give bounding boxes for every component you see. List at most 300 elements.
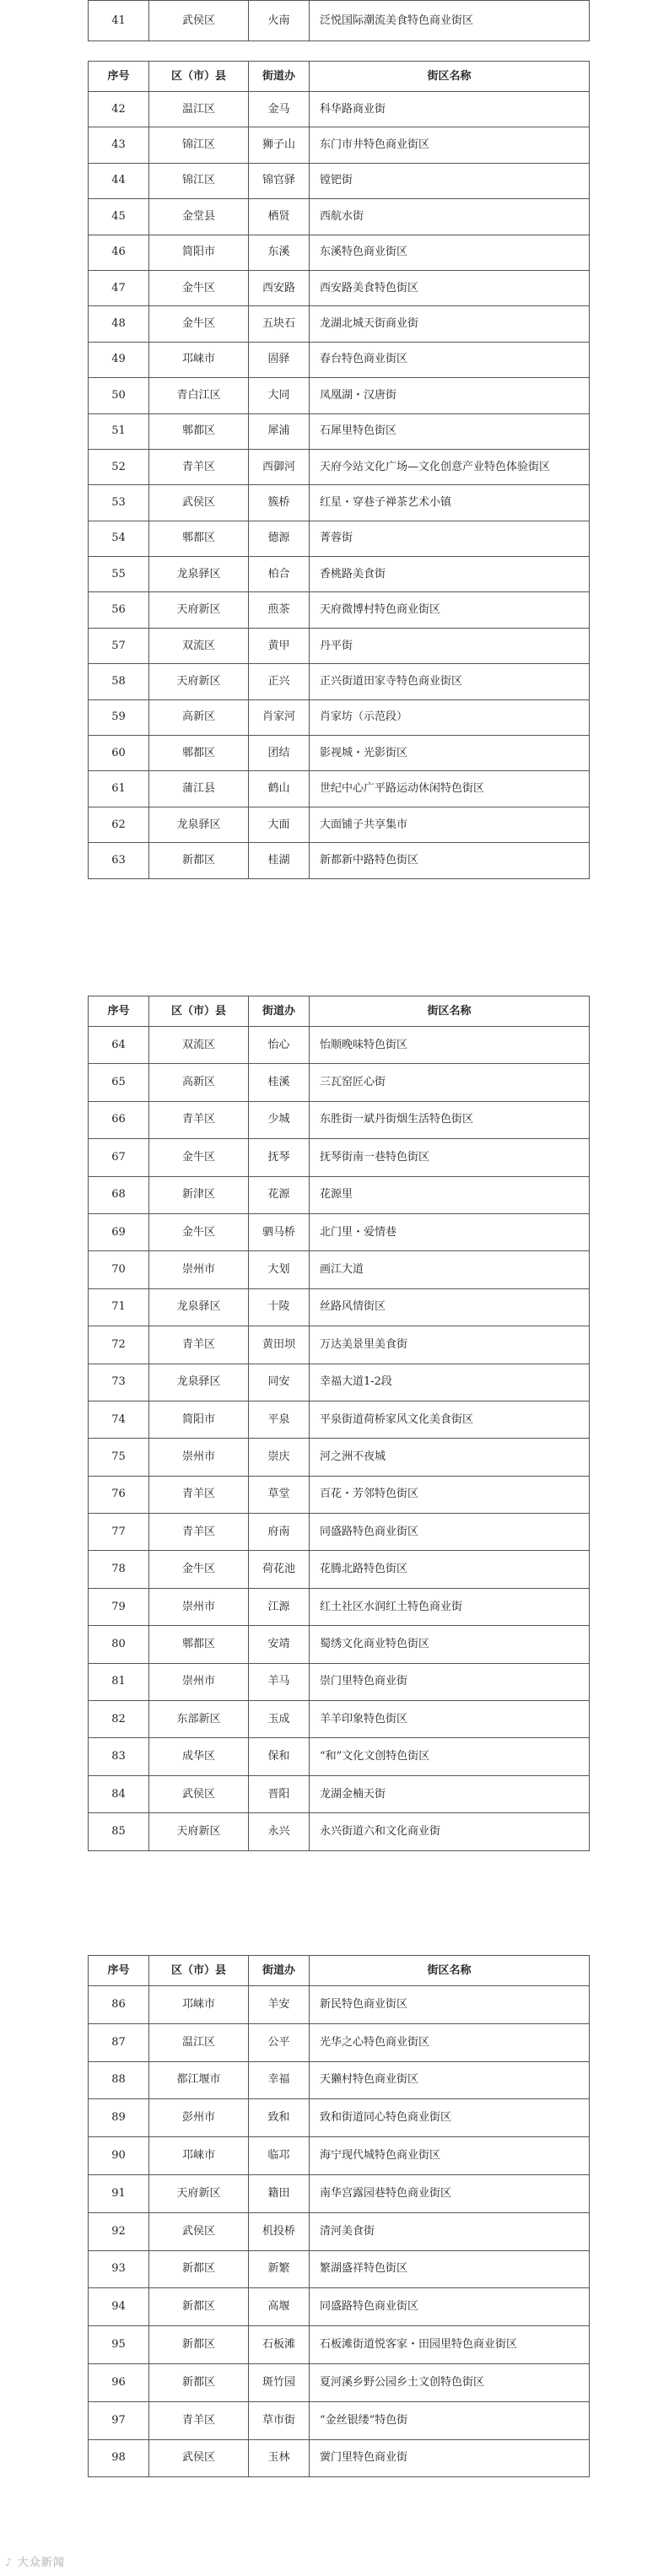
cell-name: 正兴街道田家寺特色商业街区	[310, 664, 590, 699]
cell-name: 菁蓉街	[310, 521, 590, 556]
cell-street: 东溪	[249, 235, 310, 270]
table-row	[89, 592, 590, 628]
table-row	[89, 1514, 590, 1551]
cell-street: 玉林	[249, 2439, 310, 2477]
table-row	[89, 1251, 590, 1288]
cell-name: 新民特色商业街区	[310, 1986, 590, 2024]
table-row	[89, 163, 590, 198]
table-row	[89, 628, 590, 663]
cell-street: 黄田坝	[249, 1326, 310, 1364]
table-header-row	[89, 996, 590, 1027]
cell-name: 东门市井特色商业街区	[310, 127, 590, 163]
cell-name: 清河美食街	[310, 2212, 590, 2250]
cell-name: 夏河溪乡野公园乡土文创特色街区	[310, 2363, 590, 2401]
cell-street: 桂湖	[249, 843, 310, 878]
cell-street: 煎茶	[249, 592, 310, 628]
cell-district: 金牛区	[149, 270, 249, 305]
cell-district: 青羊区	[149, 1326, 249, 1364]
cell-street: 江源	[249, 1588, 310, 1625]
cell-seq: 82	[89, 1701, 149, 1738]
cell-district: 天府新区	[149, 2174, 249, 2212]
watermark-text: 大众新闻	[17, 2557, 65, 2569]
cell-seq: 98	[89, 2439, 149, 2477]
table-row	[89, 807, 590, 842]
cell-district: 青羊区	[149, 1514, 249, 1551]
cell-street: 金马	[249, 92, 310, 127]
street-list-table	[88, 0, 590, 41]
cell-seq: 62	[89, 807, 149, 842]
table-row	[89, 1401, 590, 1438]
cell-street: 簇桥	[249, 485, 310, 521]
cell-name: 丹平街	[310, 628, 590, 663]
cell-district: 彭州市	[149, 2099, 249, 2137]
cell-district: 武侯区	[149, 2439, 249, 2477]
header-seq: 序号	[89, 62, 149, 92]
cell-street: 永兴	[249, 1813, 310, 1850]
cell-seq: 54	[89, 521, 149, 556]
cell-name: 画江大道	[310, 1251, 590, 1288]
cell-name: 北门里・爱情巷	[310, 1213, 590, 1250]
cell-seq: 42	[89, 92, 149, 127]
cell-street: 保和	[249, 1738, 310, 1775]
cell-street: 大面	[249, 807, 310, 842]
table-row	[89, 843, 590, 878]
cell-street: 安靖	[249, 1626, 310, 1663]
table-row	[89, 1139, 590, 1176]
cell-district: 天府新区	[149, 1813, 249, 1850]
cell-seq: 89	[89, 2099, 149, 2137]
cell-name: “金丝银缕”特色街	[310, 2401, 590, 2439]
cell-street: 黄甲	[249, 628, 310, 663]
cell-district: 高新区	[149, 699, 249, 735]
cell-name: 石犀里特色街区	[310, 413, 590, 449]
cell-name: 石板滩街道悦客家・田园里特色商业街区	[310, 2326, 590, 2364]
cell-name: 同盛路特色商业街区	[310, 2288, 590, 2326]
cell-name: 大面铺子共享集市	[310, 807, 590, 842]
cell-street: 西安路	[249, 270, 310, 305]
cell-seq: 97	[89, 2401, 149, 2439]
cell-district: 双流区	[149, 1027, 249, 1064]
table-row	[89, 557, 590, 592]
cell-seq: 61	[89, 771, 149, 807]
cell-seq: 50	[89, 378, 149, 413]
cell-district: 郫都区	[149, 413, 249, 449]
cell-seq: 69	[89, 1213, 149, 1250]
cell-district: 新都区	[149, 843, 249, 878]
cell-name: 天府微博村特色商业街区	[310, 592, 590, 628]
cell-seq: 52	[89, 449, 149, 484]
table-row	[89, 1663, 590, 1700]
table-row	[89, 664, 590, 699]
cell-seq: 56	[89, 592, 149, 628]
cell-seq: 73	[89, 1364, 149, 1401]
table-row	[89, 1476, 590, 1513]
header-district: 区（市）县	[149, 996, 249, 1027]
table-row	[89, 699, 590, 735]
cell-name: 同盛路特色商业街区	[310, 1514, 590, 1551]
cell-name: 肖家坊（示范段）	[310, 699, 590, 735]
header-street: 街道办	[249, 996, 310, 1027]
cell-district: 郫都区	[149, 1626, 249, 1663]
cell-district: 新都区	[149, 2363, 249, 2401]
table-row	[89, 2023, 590, 2061]
cell-district: 金牛区	[149, 1551, 249, 1588]
cell-name: 光华之心特色商业街区	[310, 2023, 590, 2061]
cell-street: 怡心	[249, 1027, 310, 1064]
table-row	[89, 2099, 590, 2137]
cell-name: 红土社区水润红土特色商业街	[310, 1588, 590, 1625]
table-row	[89, 199, 590, 235]
cell-name: 龙湖北城天街商业街	[310, 306, 590, 342]
table-row	[89, 413, 590, 449]
cell-seq: 95	[89, 2326, 149, 2364]
cell-street: 固驿	[249, 342, 310, 377]
table-row	[89, 1588, 590, 1625]
table-row	[89, 1551, 590, 1588]
cell-district: 简阳市	[149, 235, 249, 270]
cell-district: 龙泉驿区	[149, 557, 249, 592]
table-row	[89, 1288, 590, 1326]
cell-name: 河之洲不夜城	[310, 1439, 590, 1476]
cell-district: 青羊区	[149, 1101, 249, 1138]
cell-street: 少城	[249, 1101, 310, 1138]
table-row	[89, 1701, 590, 1738]
street-table	[88, 1955, 589, 2477]
cell-district: 温江区	[149, 92, 249, 127]
cell-seq: 74	[89, 1401, 149, 1438]
street-list-table	[88, 1955, 590, 2477]
cell-street: 抚琴	[249, 1139, 310, 1176]
table-row	[89, 1326, 590, 1364]
table-row	[89, 1738, 590, 1775]
cell-street: 斑竹园	[249, 2363, 310, 2401]
table-row	[89, 1775, 590, 1812]
cell-street: 石板滩	[249, 2326, 310, 2364]
cell-street: 大划	[249, 1251, 310, 1288]
cell-street: 桂溪	[249, 1064, 310, 1101]
cell-street: 致和	[249, 2099, 310, 2137]
cell-seq: 59	[89, 699, 149, 735]
cell-seq: 46	[89, 235, 149, 270]
table-row	[89, 771, 590, 807]
cell-seq: 63	[89, 843, 149, 878]
cell-seq: 44	[89, 163, 149, 198]
cell-seq: 77	[89, 1514, 149, 1551]
table-row	[89, 2326, 590, 2364]
cell-district: 龙泉驿区	[149, 807, 249, 842]
header-district: 区（市）县	[149, 1956, 249, 1986]
cell-district: 郫都区	[149, 521, 249, 556]
cell-street: 同安	[249, 1364, 310, 1401]
cell-name: 丝路风情街区	[310, 1288, 590, 1326]
cell-district: 龙泉驿区	[149, 1288, 249, 1326]
cell-name: 镗钯街	[310, 163, 590, 198]
cell-seq: 68	[89, 1176, 149, 1213]
table-row	[89, 306, 590, 342]
cell-street: 团结	[249, 736, 310, 771]
cell-seq: 88	[89, 2061, 149, 2099]
cell-name: 怡顺晚味特色街区	[310, 1027, 590, 1064]
table-row	[89, 2174, 590, 2212]
cell-seq: 78	[89, 1551, 149, 1588]
street-table	[88, 61, 589, 879]
cell-street: 花源	[249, 1176, 310, 1213]
cell-district: 金牛区	[149, 1139, 249, 1176]
cell-name: 龙湖金楠天街	[310, 1775, 590, 1812]
table-row	[89, 2250, 590, 2288]
cell-district: 新都区	[149, 2326, 249, 2364]
cell-district: 新津区	[149, 1176, 249, 1213]
cell-district: 成华区	[149, 1738, 249, 1775]
cell-seq: 75	[89, 1439, 149, 1476]
table-row	[89, 1213, 590, 1250]
cell-name: 蜀绣文化商业特色街区	[310, 1626, 590, 1663]
cell-district: 简阳市	[149, 1401, 249, 1438]
cell-seq: 91	[89, 2174, 149, 2212]
cell-district: 金牛区	[149, 306, 249, 342]
cell-name: 黉门里特色商业街	[310, 2439, 590, 2477]
cell-name: 万达美景里美食街	[310, 1326, 590, 1364]
cell-district: 蒲江县	[149, 771, 249, 807]
table-header-row	[89, 1956, 590, 1986]
cell-street: 正兴	[249, 664, 310, 699]
cell-district: 青羊区	[149, 1476, 249, 1513]
cell-street: 鹤山	[249, 771, 310, 807]
cell-district: 金堂县	[149, 199, 249, 235]
cell-district: 都江堰市	[149, 2061, 249, 2099]
table-row	[89, 1364, 590, 1401]
cell-seq: 58	[89, 664, 149, 699]
cell-seq: 84	[89, 1775, 149, 1812]
table-row	[89, 342, 590, 377]
cell-district: 崇州市	[149, 1663, 249, 1700]
cell-street: 临邛	[249, 2137, 310, 2175]
watermark-logo	[5, 2553, 65, 2569]
cell-seq: 57	[89, 628, 149, 663]
cell-district: 崇州市	[149, 1439, 249, 1476]
table-row	[89, 2137, 590, 2175]
cell-district: 金牛区	[149, 1213, 249, 1250]
cell-name: 泛悦国际潮流美食特色商业街区	[310, 1, 590, 41]
cell-name: 幸福大道1-2段	[310, 1364, 590, 1401]
cell-district: 邛崃市	[149, 342, 249, 377]
cell-street: 幸福	[249, 2061, 310, 2099]
cell-name: 致和街道同心特色商业街区	[310, 2099, 590, 2137]
cell-seq: 53	[89, 485, 149, 521]
cell-name: 香桃路美食街	[310, 557, 590, 592]
watermark-icon: ♪	[5, 2557, 13, 2569]
table-row	[89, 2439, 590, 2477]
cell-street: 五块石	[249, 306, 310, 342]
table-row	[89, 1813, 590, 1850]
cell-district: 锦江区	[149, 163, 249, 198]
cell-seq: 48	[89, 306, 149, 342]
cell-street: 平泉	[249, 1401, 310, 1438]
cell-district: 天府新区	[149, 664, 249, 699]
cell-district: 崇州市	[149, 1251, 249, 1288]
cell-district: 新都区	[149, 2250, 249, 2288]
cell-name: 花源里	[310, 1176, 590, 1213]
cell-street: 犀浦	[249, 413, 310, 449]
cell-seq: 64	[89, 1027, 149, 1064]
table-row	[89, 449, 590, 484]
cell-name: 世纪中心广平路运动休闲特色街区	[310, 771, 590, 807]
cell-seq: 83	[89, 1738, 149, 1775]
cell-name: 海宁现代城特色商业街区	[310, 2137, 590, 2175]
cell-street: 荷花池	[249, 1551, 310, 1588]
cell-seq: 87	[89, 2023, 149, 2061]
header-name: 街区名称	[310, 62, 590, 92]
cell-name: 影视城・光影街区	[310, 736, 590, 771]
cell-district: 邛崃市	[149, 1986, 249, 2024]
street-list-table	[88, 61, 590, 879]
cell-street: 崇庆	[249, 1439, 310, 1476]
header-name: 街区名称	[310, 996, 590, 1027]
cell-district: 武侯区	[149, 1775, 249, 1812]
cell-district: 邛崃市	[149, 2137, 249, 2175]
cell-district: 双流区	[149, 628, 249, 663]
cell-district: 新都区	[149, 2288, 249, 2326]
cell-name: 繁湖盛祥特色街区	[310, 2250, 590, 2288]
cell-district: 高新区	[149, 1064, 249, 1101]
cell-seq: 60	[89, 736, 149, 771]
table-row	[89, 736, 590, 771]
cell-seq: 45	[89, 199, 149, 235]
street-table	[88, 996, 589, 1851]
cell-seq: 94	[89, 2288, 149, 2326]
cell-street: 大同	[249, 378, 310, 413]
cell-street: 草市街	[249, 2401, 310, 2439]
table-header-row	[89, 62, 590, 92]
cell-district: 天府新区	[149, 592, 249, 628]
cell-seq: 81	[89, 1663, 149, 1700]
cell-name: 西航水街	[310, 199, 590, 235]
cell-name: 红星・穿巷子禅茶艺术小镇	[310, 485, 590, 521]
cell-street: 火南	[249, 1, 310, 41]
table-row	[89, 127, 590, 163]
cell-street: 十陵	[249, 1288, 310, 1326]
table-row	[89, 1, 590, 41]
cell-seq: 71	[89, 1288, 149, 1326]
cell-district: 武侯区	[149, 2212, 249, 2250]
cell-seq: 41	[89, 1, 149, 41]
cell-street: 驷马桥	[249, 1213, 310, 1250]
cell-seq: 72	[89, 1326, 149, 1364]
cell-seq: 49	[89, 342, 149, 377]
cell-district: 郫都区	[149, 736, 249, 771]
cell-street: 籍田	[249, 2174, 310, 2212]
cell-district: 青羊区	[149, 2401, 249, 2439]
cell-district: 青白江区	[149, 378, 249, 413]
cell-name: 东胜街一斌丹街烟生活特色街区	[310, 1101, 590, 1138]
table-row	[89, 2401, 590, 2439]
cell-seq: 96	[89, 2363, 149, 2401]
cell-name: 天獭村特色商业街区	[310, 2061, 590, 2099]
cell-name: 东溪特色商业街区	[310, 235, 590, 270]
cell-seq: 65	[89, 1064, 149, 1101]
cell-seq: 43	[89, 127, 149, 163]
header-seq: 序号	[89, 1956, 149, 1986]
cell-district: 青羊区	[149, 449, 249, 484]
cell-street: 公平	[249, 2023, 310, 2061]
cell-street: 高堰	[249, 2288, 310, 2326]
cell-name: 春台特色商业街区	[310, 342, 590, 377]
cell-name: 西安路美食特色街区	[310, 270, 590, 305]
cell-name: 百花・芳邻特色街区	[310, 1476, 590, 1513]
table-row	[89, 378, 590, 413]
cell-name: 崇门里特色商业街	[310, 1663, 590, 1700]
cell-seq: 76	[89, 1476, 149, 1513]
cell-street: 西御河	[249, 449, 310, 484]
cell-street: 机投桥	[249, 2212, 310, 2250]
cell-seq: 55	[89, 557, 149, 592]
cell-name: 抚琴街南一巷特色街区	[310, 1139, 590, 1176]
cell-street: 玉成	[249, 1701, 310, 1738]
header-street: 街道办	[249, 1956, 310, 1986]
cell-seq: 93	[89, 2250, 149, 2288]
cell-street: 柏合	[249, 557, 310, 592]
table-row	[89, 2061, 590, 2099]
cell-district: 崇州市	[149, 1588, 249, 1625]
cell-seq: 80	[89, 1626, 149, 1663]
table-row	[89, 2288, 590, 2326]
cell-seq: 85	[89, 1813, 149, 1850]
cell-seq: 66	[89, 1101, 149, 1138]
cell-street: 德源	[249, 521, 310, 556]
cell-seq: 67	[89, 1139, 149, 1176]
cell-street: 羊安	[249, 1986, 310, 2024]
table-row	[89, 521, 590, 556]
cell-street: 府南	[249, 1514, 310, 1551]
street-list-table	[88, 996, 590, 1851]
cell-street: 栖贤	[249, 199, 310, 235]
cell-district: 武侯区	[149, 1, 249, 41]
header-district: 区（市）县	[149, 62, 249, 92]
cell-name: 科华路商业街	[310, 92, 590, 127]
cell-name: 南华宫露园巷特色商业街区	[310, 2174, 590, 2212]
table-row	[89, 1626, 590, 1663]
cell-district: 武侯区	[149, 485, 249, 521]
cell-name: 羊羊印象特色街区	[310, 1701, 590, 1738]
table-row	[89, 485, 590, 521]
cell-name: 三瓦窑匠心街	[310, 1064, 590, 1101]
cell-street: 草堂	[249, 1476, 310, 1513]
cell-seq: 86	[89, 1986, 149, 2024]
table-row	[89, 1101, 590, 1138]
cell-street: 羊马	[249, 1663, 310, 1700]
table-row	[89, 2212, 590, 2250]
table-row	[89, 270, 590, 305]
cell-seq: 92	[89, 2212, 149, 2250]
cell-seq: 47	[89, 270, 149, 305]
cell-name: 天府今站文化广场—文化创意产业特色体验街区	[310, 449, 590, 484]
cell-name: “和”文化文创特色街区	[310, 1738, 590, 1775]
table-row	[89, 235, 590, 270]
cell-seq: 90	[89, 2137, 149, 2175]
cell-seq: 79	[89, 1588, 149, 1625]
cell-district: 龙泉驿区	[149, 1364, 249, 1401]
header-name: 街区名称	[310, 1956, 590, 1986]
header-seq: 序号	[89, 996, 149, 1027]
cell-name: 新都新中路特色街区	[310, 843, 590, 878]
table-row	[89, 92, 590, 127]
table-row	[89, 1986, 590, 2024]
cell-name: 永兴街道六和文化商业街	[310, 1813, 590, 1850]
cell-street: 狮子山	[249, 127, 310, 163]
table-row	[89, 1064, 590, 1101]
cell-street: 锦官驿	[249, 163, 310, 198]
cell-street: 肖家河	[249, 699, 310, 735]
